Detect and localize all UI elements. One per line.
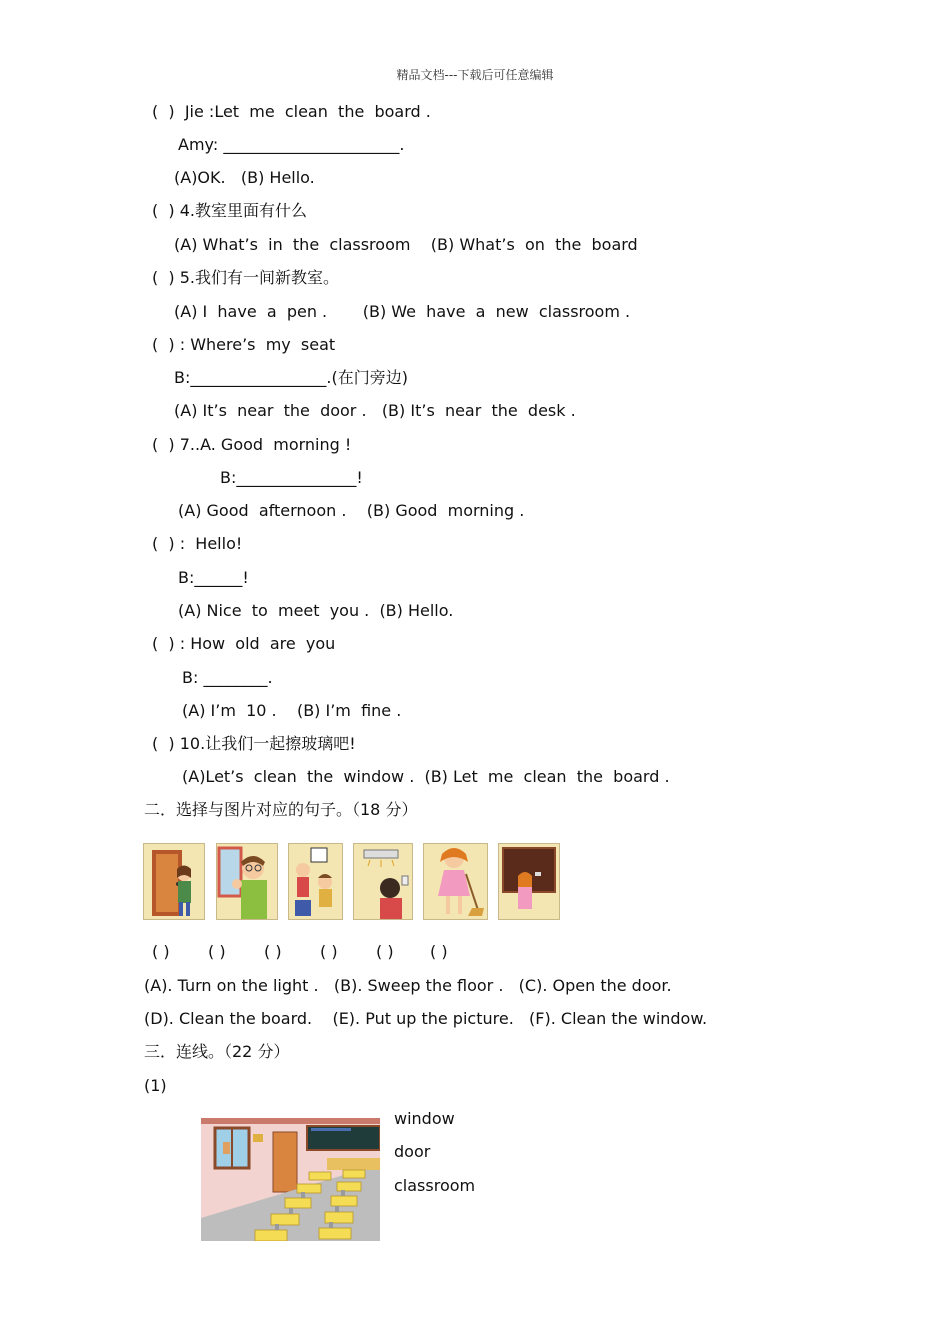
question-line: ( ) : Where’s my seat [152, 335, 336, 354]
classroom-image [201, 1118, 380, 1241]
question-line: B:______! [178, 568, 249, 587]
answer-blank[interactable]: ( ) [152, 942, 170, 961]
question-line: B:_______________! [220, 468, 363, 487]
question-line: (A) Good afternoon . (B) Good morning . [178, 501, 525, 520]
question-line: ( ) : Hello! [152, 534, 243, 553]
question-line: (A)Let’s clean the window . (B) Let me clean the board . [182, 767, 670, 786]
question-line: 二．选择与图片对应的句子。（18 分） [144, 800, 418, 819]
question-line: (A) I’m 10 . (B) I’m fine . [182, 701, 402, 720]
question-line: B: ________. [182, 668, 273, 687]
question-line: (A)OK. (B) Hello. [174, 168, 315, 187]
answer-blank[interactable]: ( ) [320, 942, 338, 961]
question-line: (A) Nice to meet you . (B) Hello. [178, 601, 454, 620]
picture-clean-window [216, 843, 278, 920]
question-line: ( ) : How old are you [152, 634, 336, 653]
section3-title: 三．连线。（22 分） [144, 1042, 290, 1061]
word-door: door [394, 1142, 431, 1161]
answer-blank[interactable]: ( ) [208, 942, 226, 961]
picture-open-door [143, 843, 205, 920]
picture-sweep-floor [423, 843, 488, 920]
picture-turn-on-light [353, 843, 413, 920]
answer-parens-row [152, 942, 470, 961]
question-line: Amy: ______________________. [178, 135, 405, 154]
answer-blank[interactable]: ( ) [430, 942, 448, 961]
page-header: 精品文档---下载后可任意编辑 [396, 68, 554, 82]
question-line: (A) What’s in the classroom (B) What’s on the board [174, 235, 638, 254]
question-line: B:_________________.(在门旁边) [174, 368, 408, 387]
word-classroom: classroom [394, 1176, 476, 1195]
section3-item-number: (1) [144, 1076, 167, 1095]
question-line: ( ) 4.教室里面有什么 [152, 201, 308, 220]
question-line: ( ) 5.我们有一间新教室。 [152, 268, 340, 287]
picture-option-line: (D). Clean the board. (E). Put up the picture. (F). Clean the window. [144, 1009, 708, 1028]
word-window: window [394, 1109, 455, 1128]
picture-put-up-picture [288, 843, 343, 920]
answer-blank[interactable]: ( ) [376, 942, 394, 961]
picture-option-line: (A). Turn on the light . (B). Sweep the floor . (C). Open the door. [144, 976, 672, 995]
question-line: (A) I have a pen . (B) We have a new classroom . [174, 302, 631, 321]
answer-blank[interactable]: ( ) [264, 942, 282, 961]
question-line: ( ) 10.让我们一起擦玻璃吧! [152, 734, 356, 753]
question-line: ( ) Jie :Let me clean the board . [152, 102, 431, 121]
question-line: (A) It’s near the door . (B) It’s near the desk . [174, 401, 576, 420]
picture-clean-board [498, 843, 560, 920]
question-line: ( ) 7..A. Good morning ! [152, 435, 352, 454]
